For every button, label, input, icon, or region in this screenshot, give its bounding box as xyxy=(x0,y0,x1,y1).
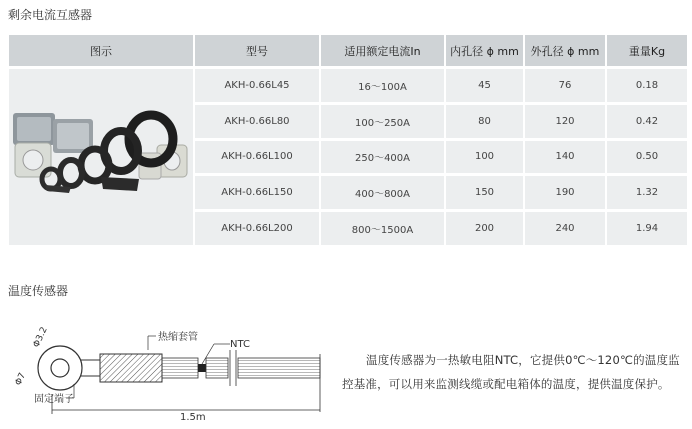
header-outer-diameter: 外孔径 ϕ mm xyxy=(525,35,605,66)
cell-current: 16～100A xyxy=(321,69,444,102)
cell-inner: 200 xyxy=(446,212,523,245)
length-label: 1.5m xyxy=(180,412,206,423)
cell-weight: 0.50 xyxy=(607,141,687,174)
ntc-element xyxy=(198,364,206,372)
cell-model: AKH-0.66L45 xyxy=(195,69,319,102)
header-inner-diameter: 内孔径 ϕ mm xyxy=(446,35,523,66)
cell-outer: 140 xyxy=(525,141,605,174)
header-weight: 重量Kg xyxy=(607,35,687,66)
terminal-ring-hole xyxy=(51,359,69,377)
terminal-label: 固定端子 xyxy=(34,394,74,405)
cell-current: 800～1500A xyxy=(321,212,444,245)
table-row xyxy=(9,69,687,102)
header-image: 图示 xyxy=(9,35,193,66)
cell-current: 250～400A xyxy=(321,141,444,174)
cell-outer: 76 xyxy=(525,69,605,102)
heat-shrink-label: 热缩套管 xyxy=(158,332,198,343)
cell-current: 400～800A xyxy=(321,176,444,209)
cell-weight: 1.32 xyxy=(607,176,687,209)
cell-weight: 0.18 xyxy=(607,69,687,102)
sensor-description: 温度传感器为一热敏电阻NTC，它提供0℃～120℃的温度监控基准，可以用来监测线缆或配电箱体的温度，提供温度保护。 xyxy=(342,353,680,391)
table-header-row xyxy=(9,35,687,66)
ct-section-title: 剩余电流互感器 xyxy=(8,8,93,22)
cell-model: AKH-0.66L80 xyxy=(195,105,319,138)
header-model: 型号 xyxy=(195,35,319,66)
cell-inner: 100 xyxy=(446,141,523,174)
current-transformer-photo xyxy=(9,69,193,242)
cell-weight: 0.42 xyxy=(607,105,687,138)
cell-outer: 120 xyxy=(525,105,605,138)
cell-weight: 1.94 xyxy=(607,212,687,245)
header-current: 适用额定电流In xyxy=(321,35,444,66)
diameter-3-2-label: Φ3.2 xyxy=(31,325,50,350)
temp-section-title: 温度传感器 xyxy=(8,284,69,298)
cell-model: AKH-0.66L100 xyxy=(195,141,319,174)
diameter-7-label: Φ7 xyxy=(13,371,29,388)
cell-inner: 80 xyxy=(446,105,523,138)
spec-table xyxy=(7,32,689,248)
sensor-diagram xyxy=(8,314,338,424)
cell-inner: 45 xyxy=(446,69,523,102)
ntc-label: NTC xyxy=(230,339,250,350)
cell-outer: 240 xyxy=(525,212,605,245)
cell-model: AKH-0.66L150 xyxy=(195,176,319,209)
product-image xyxy=(9,69,193,245)
cell-current: 100～250A xyxy=(321,105,444,138)
heat-shrink-tube xyxy=(100,354,162,382)
cell-model: AKH-0.66L200 xyxy=(195,212,319,245)
terminal-ring-outer xyxy=(38,346,82,390)
cell-inner: 150 xyxy=(446,176,523,209)
cell-outer: 190 xyxy=(525,176,605,209)
